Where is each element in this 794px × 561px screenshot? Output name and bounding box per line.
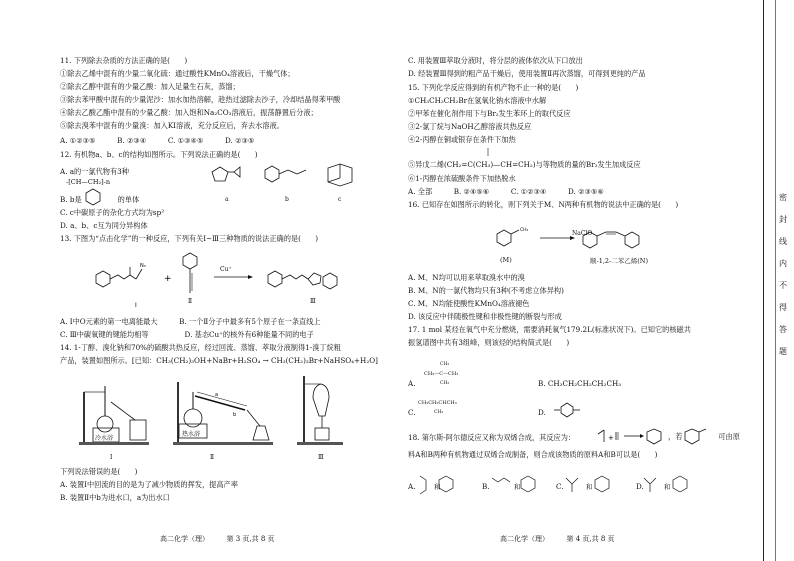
svg-text:N₃: N₃	[140, 263, 146, 269]
q18-opt-d-label: D.	[636, 482, 644, 491]
q14-label-i: Ⅰ	[110, 454, 113, 461]
svg-text:CH₃: CH₃	[520, 228, 529, 233]
q18-stem-tail: ，若 可由原	[668, 432, 740, 441]
q17-a-ch3-bottom: CH₃	[440, 381, 450, 386]
q18-options-structs	[416, 472, 716, 498]
seal-rule-inner	[775, 0, 776, 561]
seal-char-1: 密	[779, 193, 787, 202]
seal-char-2: 封	[779, 215, 787, 224]
q14-option-d: D. 经装置Ⅲ得到的粗产品干燥后，使用装置Ⅱ再次蒸馏，可得到更纯的产品	[408, 69, 646, 78]
q14-label-iii: Ⅲ	[318, 454, 324, 461]
q11-item-1: ①除去乙烯中混有的少量二氧化硫：通过酸性KMnO₄溶液后，干燥气体；	[60, 69, 295, 78]
q15-item-4: ④2-丙醇在铜或银存在条件下加热	[408, 135, 516, 144]
q14-stem-2: 产品，装置如图所示。[已知：CH₃(CH₂)₃OH+NaBr+H₂SO₄ → CH₃(CH₂)₃Br+NaHSO₄+H₂O]	[60, 356, 378, 365]
seal-line-sidebar	[755, 0, 794, 561]
q12-struct-b	[265, 166, 306, 182]
q16-stem: 16. 已知存在如图所示的转化，则下列关于M、N两种有机物的说法中正确的是( )	[408, 200, 679, 209]
q17-option-c-label: C.	[408, 408, 416, 417]
seal-char-5: 不	[779, 281, 787, 290]
q15-stem: 15. 下列化学反应得到的有机产物不止一种的是( )	[408, 83, 579, 92]
q11-options: A. ①②③⑤ B. ②③④ C. ①③④⑤ D. ②③⑤	[60, 136, 255, 145]
seal-char-6: 得	[779, 303, 787, 312]
q12-struct-a	[212, 167, 240, 181]
footer-page-3: 高二化学（理） 第 3 页,共 8 页	[160, 535, 275, 543]
q11-item-5: ⑤除去溴苯中混有的少量溴：加入KI溶液，充分反应后，弃去水溶液。	[60, 121, 284, 130]
q17-stem-1: 17. 1 mol 某烃在氧气中充分燃烧，需要消耗氧气179.2L(标准状况下)。已知它的核磁共	[408, 325, 691, 334]
q16-struct-m	[497, 227, 529, 246]
svg-text:+: +	[164, 274, 172, 284]
svg-text:b: b	[233, 412, 237, 418]
q17-option-a-label: A.	[408, 379, 416, 388]
q12-struct-c	[328, 164, 352, 186]
q14-apparatus	[75, 372, 375, 452]
seal-char-3: 线	[779, 237, 787, 246]
q11-item-2: ②除去乙醇中混有的少量乙酸：加入足量生石灰，蒸馏；	[60, 82, 240, 91]
q14-label-ii: Ⅱ	[210, 454, 215, 461]
q18-stem-2: 料A和B两种有机物通过双烯合成制备，则合成该物质的原料A和B可以是( )	[408, 450, 658, 459]
q15-item-3: ③2-氯丁烷与NaOH乙醇溶液共热反应	[408, 122, 532, 131]
q15-item-1: ①CH₃CH₂CH₂Br在氢氧化钠水溶液中水解	[408, 96, 547, 105]
q12-polymer-benzene	[84, 188, 102, 206]
q17-c-ch3: CH₃	[434, 410, 444, 415]
q18-stem-1: 18. 第尔斯-阿尔德反应又称为双烯合成，其反应为：	[408, 433, 576, 442]
q13-struct-i	[96, 263, 146, 287]
q18-opt-b-label: B.	[482, 482, 490, 491]
q17-a-main: CH₃—C—CH₃	[424, 371, 459, 377]
q18-opt-d-structs	[644, 476, 687, 492]
q13-struct-ii	[183, 253, 197, 293]
svg-text:+: +	[608, 434, 614, 442]
q16-label-n: 顺-1,2-二苯乙烯(N)	[590, 257, 648, 265]
svg-text:a: a	[215, 392, 219, 398]
q17-option-d-label: D.	[538, 408, 546, 417]
q12-option-b: B. b是 的单体	[60, 195, 140, 204]
q12-option-d: D. a、b、c互为同分异构体	[60, 221, 148, 230]
q16-option-a: A. M、N均可以用来萃取溴水中的溴	[408, 273, 525, 282]
q16-reagent: NaClO	[572, 230, 593, 237]
q11-stem: 11. 下列除去杂质的方法正确的是( )	[60, 56, 188, 65]
q13-options-cd: C. Ⅲ中碳氧键的键能均相等 D. 基态Cu⁺的核外有6种能量不同的电子	[60, 330, 314, 339]
q16-label-m: (M)	[500, 256, 512, 264]
q16-option-d: D. 该反应中伴随极性键和非极性键的断裂与形成	[408, 312, 562, 321]
q13-label-iii: Ⅲ	[310, 298, 316, 305]
q18-opt-b-structs	[492, 476, 535, 492]
q12-polymer-label: -[CH—CH₂]-n	[66, 178, 111, 186]
q13-options-ab: A. Ⅰ中O元素的第一电离能最大 B. 一个Ⅱ分子中最多有5个原子在一条直线上	[60, 317, 321, 326]
q17-stem-2: 振氢谱图中共有3组峰，则该烃的结构简式是( )	[408, 338, 570, 347]
q18-opt-c-label: C.	[556, 482, 564, 491]
q15-isoprene-struct	[462, 146, 512, 160]
q14-option-b: B. 装置Ⅱ中b为进水口，a为出水口	[60, 493, 170, 502]
q13-label-ii: Ⅱ	[188, 298, 193, 305]
q11-item-4: ④除去乙酸乙酯中混有的少量乙酸：加入饱和Na₂CO₃溶液后，振荡静置后分液；	[60, 108, 318, 117]
q13-cu-label: Cu⁺	[220, 266, 232, 273]
q13-label-i-svg: Ⅰ	[135, 302, 137, 309]
q12-option-c: C. c中碳原子的杂化方式均为sp²	[60, 208, 165, 217]
q15-item-6: ⑥1-丙醇在浓硫酸条件下加热脱水	[408, 174, 516, 183]
q14-bath-cold: 冷水浴	[95, 435, 114, 442]
q12-option-a: A. a的一氯代物有3种	[60, 167, 129, 176]
q14-question: 下列说法错误的是( )	[60, 467, 138, 476]
seal-rule-outer	[763, 0, 764, 561]
q17-a-ch3-top: CH₃	[440, 362, 450, 367]
q18-opt-a-label: A.	[408, 482, 416, 491]
q14-bath-hot: 热水浴	[182, 431, 201, 438]
q17-c-main: CH₃CH₂CHCH₃	[418, 400, 457, 406]
q18-opt-b-and: 和	[514, 483, 521, 491]
q14-option-a: A. 装置Ⅰ中回流的目的是为了减少物质的挥发，提高产率	[60, 480, 238, 489]
q16-reaction	[490, 222, 690, 258]
q14-apparatus-i	[79, 386, 149, 445]
q14-option-c: C. 用装置Ⅲ萃取分液时，将分层的液体依次从下口放出	[408, 56, 583, 65]
seal-char-7: 答	[779, 325, 787, 334]
q18-opt-c-structs	[566, 476, 609, 492]
q14-stem-1: 14. 1-丁醇、溴化钠和70%的硫酸共热反应，经过回流、蒸馏、萃取分液制得1-溴丁烷粗	[60, 343, 341, 352]
q18-opt-c-and: 和	[586, 483, 593, 491]
q13-struct-iii	[268, 271, 337, 289]
footer-page-4: 高二化学（理） 第 4 页,共 8 页	[500, 535, 615, 543]
q13-stem: 13. 下图为“点击化学”的一种反应，下列有关Ⅰ~Ⅲ三种物质的说法正确的是( )	[60, 234, 319, 243]
q16-option-c: C. M、N均能使酸性KMnO₄溶液褪色	[408, 299, 530, 308]
q13-reaction	[80, 245, 380, 313]
q18-opt-a-structs	[420, 476, 453, 494]
q17-option-b: B. CH₃CH₂CH₂CH₂CH₃	[538, 379, 622, 388]
q12-stem: 12. 有机物a、b、c的结构如图所示。下列说法正确的是( )	[60, 150, 258, 159]
q15-item-2: ②甲苯在催化剂作用下与Br₂发生苯环上的取代反应	[408, 109, 571, 118]
seal-char-4: 内	[779, 259, 787, 268]
q16-option-b: B. M、N的一氯代物均只有3种(不考虑立体异构)	[408, 286, 564, 295]
q17-option-d-struct	[552, 400, 592, 420]
q11-item-3: ③除去苯甲酸中混有的少量泥沙：加水加热溶解，趁热过滤除去沙子，冷却结晶得苯甲酸	[60, 95, 341, 104]
q12-label-a: a	[225, 196, 229, 203]
q18-opt-a-and: 和	[434, 483, 441, 491]
q15-item-5: ⑤异戊二烯(CH₂=C(CH₃)—CH=CH₂)与等物质的量的Br₂发生加成反应	[408, 160, 641, 169]
q18-opt-d-and: 和	[664, 483, 671, 491]
q14-apparatus-iii	[297, 376, 343, 445]
q12-label-c: c	[338, 196, 342, 203]
q12-label-b: b	[285, 196, 289, 203]
seal-char-8: 题	[779, 347, 787, 356]
q15-options: A. 全部 B. ②④⑤⑥ C. ①②③④ D. ②③⑤⑥	[408, 187, 604, 196]
